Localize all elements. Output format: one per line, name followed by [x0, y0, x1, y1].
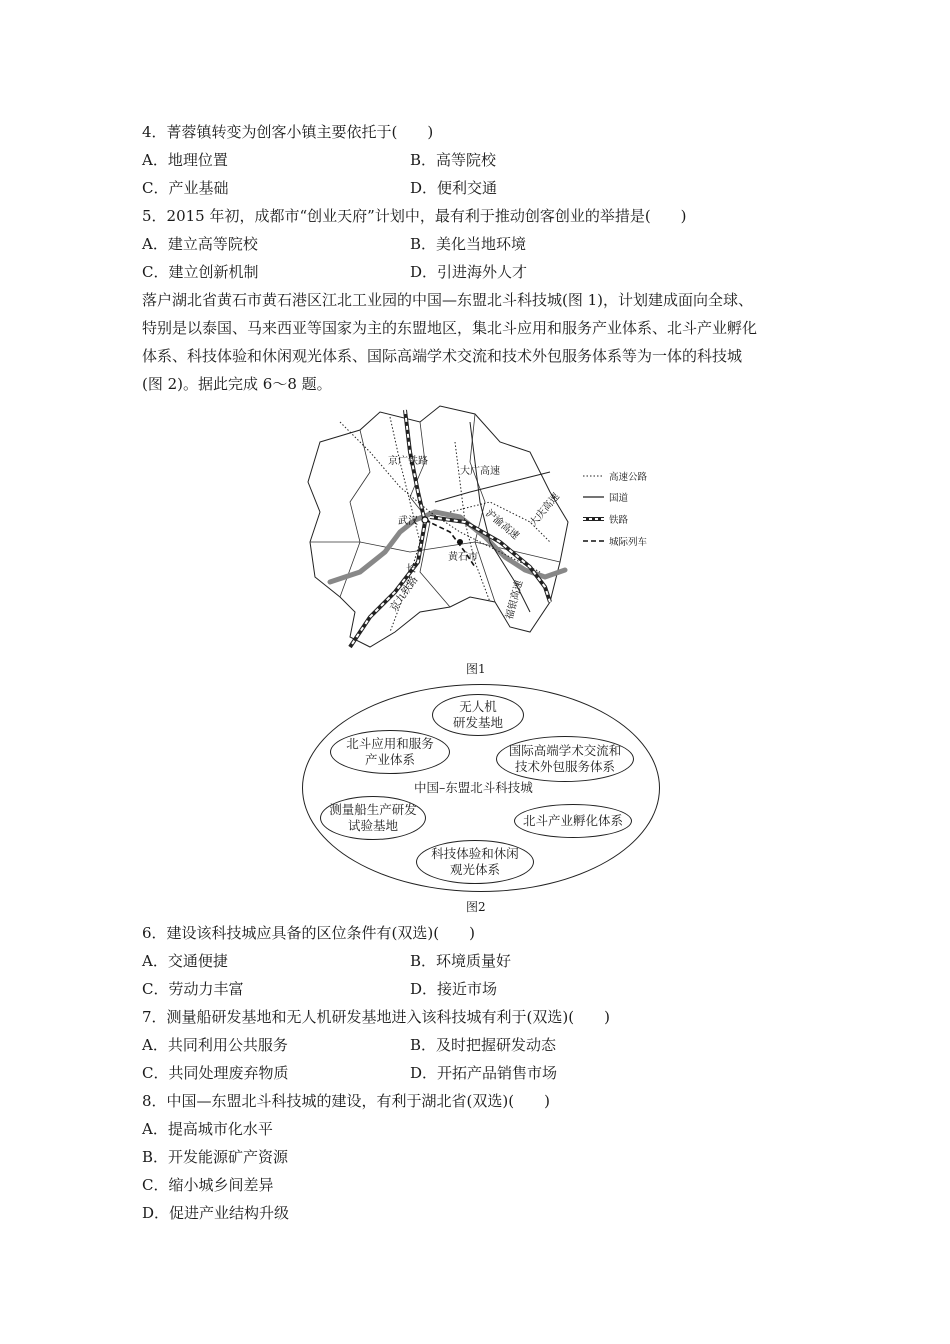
q7-option-a: A．共同利用公共服务	[142, 1036, 288, 1054]
q4-option-c: C．产业基础	[142, 179, 229, 197]
legend-railway-label: 铁路	[609, 515, 629, 526]
q5-option-b: B．美化当地环境	[410, 235, 527, 253]
label-jingguang: 京广铁路	[388, 456, 428, 467]
q4-option-d: D．便利交通	[410, 179, 498, 197]
q5-stem: 5．2015 年初，成都市“创业天府”计划中，最有利于推动创客创业的举措是( )	[142, 207, 687, 225]
legend-national-label: 国道	[609, 493, 629, 504]
q8-option-c: C．缩小城乡间差异	[142, 1176, 274, 1194]
q4-option-b: B．高等院校	[410, 151, 497, 169]
q6-option-a: A．交通便捷	[142, 952, 228, 970]
bubble-incubation: 北斗产业孵化体系	[514, 804, 632, 838]
bubble-survey-ship: 测量船生产研发 试验基地	[320, 796, 426, 840]
label-wuhan: 武汉	[398, 516, 418, 527]
passage-line-4: (图 2)。据此完成 6～8 题。	[142, 375, 332, 393]
passage-line-1: 落户湖北省黄石市黄石港区江北工业园的中国—东盟北斗科技城(图 1)，计划建成面向全球、	[142, 291, 754, 309]
bubble-app-service: 北斗应用和服务 产业体系	[330, 730, 450, 774]
figure-2-caption: 图2	[466, 900, 486, 914]
map-svg	[300, 402, 660, 657]
passage-line-2: 特别是以泰国、马来西亚等国家为主的东盟地区，集北斗应用和服务产业体系、北斗产业孵化	[142, 319, 758, 337]
legend-highway-label: 高速公路	[609, 472, 648, 483]
q5-option-a: A．建立高等院校	[142, 235, 258, 253]
bubble-uav-base: 无人机 研发基地	[432, 694, 524, 736]
legend-intercity-label: 城际列车	[609, 537, 648, 548]
q8-stem: 8．中国—东盟北斗科技城的建设，有利于湖北省(双选)( )	[142, 1092, 550, 1110]
label-huangshi: 黄石市	[448, 552, 478, 563]
railway-line-inner	[350, 410, 425, 647]
q8-option-a: A．提高城市化水平	[142, 1120, 273, 1138]
figure-1-map	[300, 402, 660, 657]
label-daguang: 大广高速	[460, 466, 500, 477]
q5-option-d: D．引进海外人才	[410, 263, 528, 281]
passage-line-3: 体系、科技体验和休闲观光体系、国际高端学术交流和技术外包服务体系等为一体的科技城	[142, 347, 743, 365]
q5-option-c: C．建立创新机制	[142, 263, 259, 281]
label-fuyin: 福银高速	[504, 579, 526, 621]
label-chang: 长	[406, 564, 416, 575]
wuhan-marker	[422, 517, 428, 523]
q4-stem: 4．菁蓉镇转变为创客小镇主要依托于( )	[142, 123, 434, 141]
q7-stem: 7．测量船研发基地和无人机研发基地进入该科技城有利于(双选)( )	[142, 1008, 610, 1026]
figure-1-caption: 图1	[466, 662, 486, 676]
q7-option-b: B．及时把握研发动态	[410, 1036, 557, 1054]
q6-option-d: D．接近市场	[410, 980, 498, 998]
q6-option-b: B．环境质量好	[410, 952, 512, 970]
q6-option-c: C．劳动力丰富	[142, 980, 244, 998]
label-dahuang: 大庆高速	[527, 491, 563, 529]
huangshi-marker	[457, 539, 463, 545]
q4-option-a: A．地理位置	[142, 151, 228, 169]
bubble-tech-tourism: 科技体验和休闲 观光体系	[416, 840, 534, 884]
diagram-center-label: 中国–东盟北斗科技城	[414, 780, 533, 795]
q8-option-d: D．促进产业结构升级	[142, 1204, 290, 1222]
q7-option-c: C．共同处理废弃物质	[142, 1064, 289, 1082]
figure-2-diagram	[302, 684, 662, 894]
q8-option-b: B．开发能源矿产资源	[142, 1148, 289, 1166]
q7-option-d: D．开拓产品销售市场	[410, 1064, 558, 1082]
label-hushu: 沪渝高速	[483, 507, 521, 543]
railway-line	[350, 410, 425, 647]
label-jingjiu: 京九铁路	[388, 574, 421, 614]
q6-stem: 6．建设该科技城应具备的区位条件有(双选)( )	[142, 924, 475, 942]
bubble-intl-exchange: 国际高端学术交流和 技术外包服务体系	[496, 736, 634, 782]
